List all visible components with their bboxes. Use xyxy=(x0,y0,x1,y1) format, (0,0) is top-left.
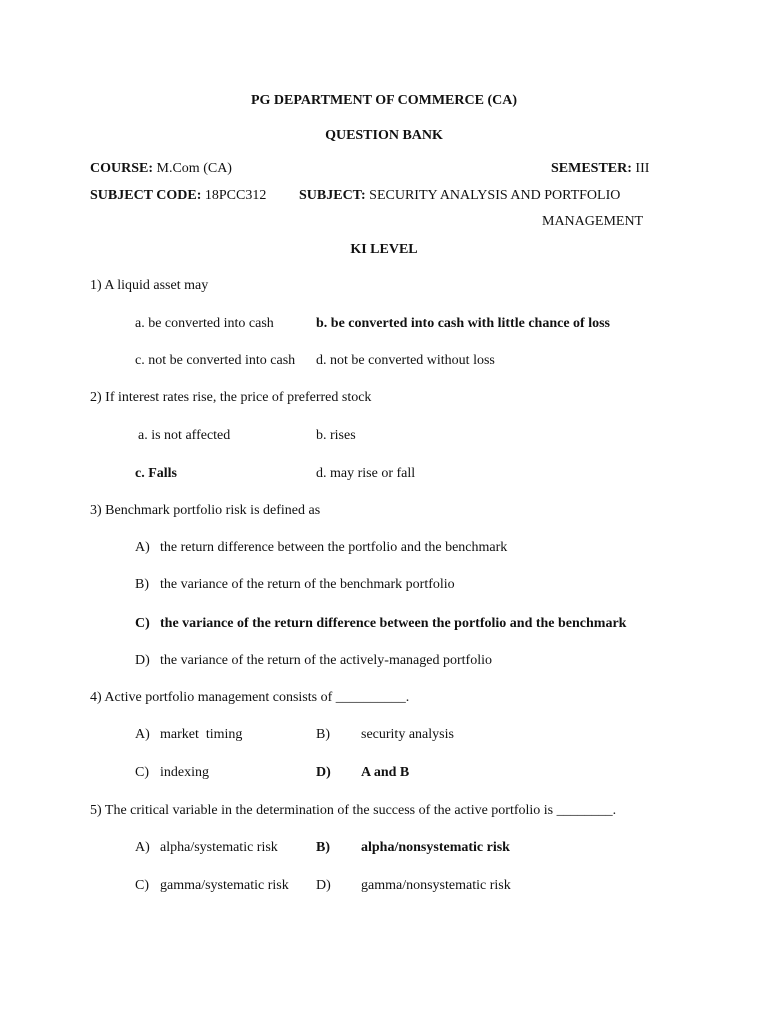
q3-option-c-correct: the variance of the return difference between the portfolio and the benchmark xyxy=(160,616,627,631)
q3-option-c-letter: C) xyxy=(135,616,150,631)
q2-option-b: b. rises xyxy=(316,428,356,443)
q4-option-c-letter: C) xyxy=(135,765,149,780)
q5-option-d: gamma/nonsystematic risk xyxy=(361,878,511,893)
q2-option-a: a. is not affected xyxy=(138,428,231,443)
q4-option-a: market timing xyxy=(160,727,243,742)
q3-option-a: the return difference between the portfolio and the benchmark xyxy=(160,540,508,555)
course-line xyxy=(90,160,232,178)
document-title: QUESTION BANK xyxy=(325,128,443,143)
semester-line xyxy=(551,160,649,178)
subject-line xyxy=(299,187,620,205)
semester-value: III xyxy=(631,161,650,176)
q4-option-d-correct: A and B xyxy=(361,765,410,780)
q5-option-c: gamma/systematic risk xyxy=(160,878,289,893)
question-5: 5) The critical variable in the determination of the success of the active portfolio is ________. xyxy=(90,803,617,818)
subject-value-line1: SECURITY ANALYSIS AND PORTFOLIO xyxy=(365,188,621,203)
course-value: M.Com (CA) xyxy=(153,161,232,176)
q4-option-b-letter: B) xyxy=(316,727,330,742)
q2-option-c-correct: c. Falls xyxy=(135,466,177,481)
q5-option-a: alpha/systematic risk xyxy=(160,840,278,855)
q1-option-a: a. be converted into cash xyxy=(135,316,274,331)
q5-option-b-correct: alpha/nonsystematic risk xyxy=(361,840,510,855)
q3-option-a-letter: A) xyxy=(135,540,150,555)
q5-option-a-letter: A) xyxy=(135,840,150,855)
subject-value-line2: MANAGEMENT xyxy=(542,214,644,229)
course-label: COURSE: xyxy=(90,161,154,176)
q4-option-d-letter: D) xyxy=(316,765,331,780)
question-2: 2) If interest rates rise, the price of preferred stock xyxy=(90,390,372,405)
q4-option-b: security analysis xyxy=(361,727,454,742)
q2-option-d: d. may rise or fall xyxy=(316,466,416,481)
subject-code-line xyxy=(90,187,266,205)
semester-label: SEMESTER: xyxy=(551,161,632,176)
q3-option-b-letter: B) xyxy=(135,577,149,592)
q4-option-a-letter: A) xyxy=(135,727,150,742)
subject-code-label: SUBJECT CODE: xyxy=(90,188,202,203)
q5-option-b-letter: B) xyxy=(316,840,330,855)
q3-option-d: the variance of the return of the actively-managed portfolio xyxy=(160,653,492,668)
question-4: 4) Active portfolio management consists of __________. xyxy=(90,690,410,705)
q3-option-d-letter: D) xyxy=(135,653,150,668)
question-3: 3) Benchmark portfolio risk is defined as xyxy=(90,503,321,518)
level-heading: KI LEVEL xyxy=(350,242,418,257)
subject-label: SUBJECT: xyxy=(299,188,366,203)
q5-option-d-letter: D) xyxy=(316,878,331,893)
q1-option-b-correct: b. be converted into cash with little chance of loss xyxy=(316,316,610,331)
q4-option-c: indexing xyxy=(160,765,209,780)
q3-option-b: the variance of the return of the benchmark portfolio xyxy=(160,577,455,592)
q5-option-c-letter: C) xyxy=(135,878,149,893)
subject-code-value: 18PCC312 xyxy=(201,188,267,203)
q1-option-c: c. not be converted into cash xyxy=(135,353,296,368)
department-title: PG DEPARTMENT OF COMMERCE (CA) xyxy=(250,93,517,108)
question-1: 1) A liquid asset may xyxy=(90,278,209,293)
q1-option-d: d. not be converted without loss xyxy=(316,353,495,368)
